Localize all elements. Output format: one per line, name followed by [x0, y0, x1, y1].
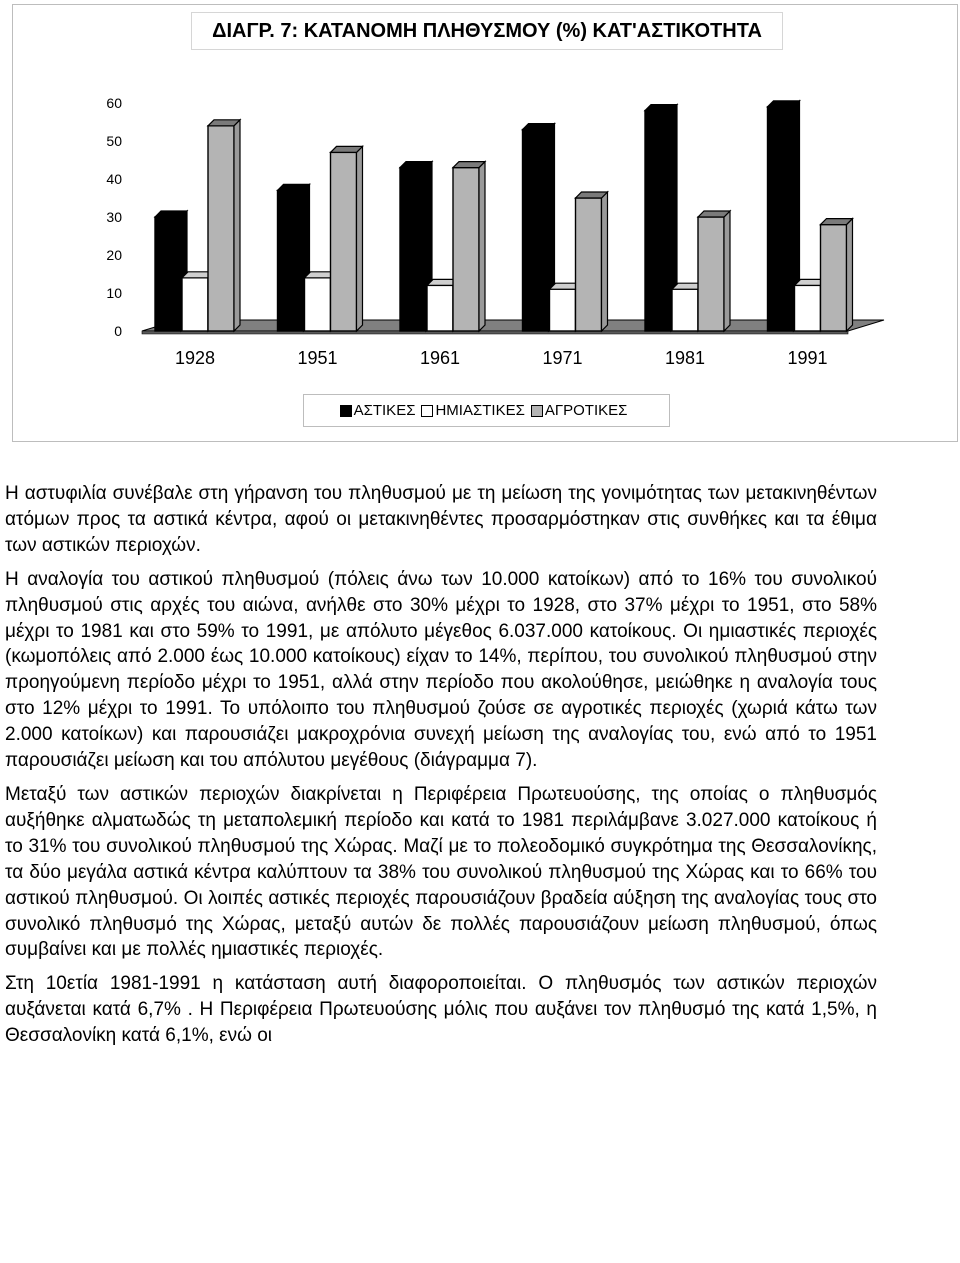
- bar-top: [331, 146, 363, 152]
- bar-top: [208, 120, 240, 126]
- bar-front: [305, 278, 331, 331]
- bar-front: [645, 111, 671, 331]
- bar-side: [357, 146, 363, 331]
- bar-chart: [0, 0, 960, 440]
- y-tick-label: 0: [114, 323, 122, 339]
- chart-legend: [303, 394, 670, 427]
- bar-top: [698, 211, 730, 217]
- bar-front: [208, 126, 234, 331]
- bar-top: [821, 219, 853, 225]
- chart-floor-edge: [142, 331, 848, 334]
- bar-top: [768, 101, 800, 107]
- bar-front: [427, 285, 453, 331]
- bar-front: [795, 285, 821, 331]
- bar-top: [576, 192, 608, 198]
- legend-label-rural: ΑΓΡΟΤΙΚΕΣ: [544, 402, 628, 419]
- x-tick-label: 1951: [297, 348, 338, 368]
- bar-top: [523, 124, 555, 130]
- bar-side: [724, 211, 730, 331]
- bar-top: [278, 184, 310, 190]
- bar-side: [847, 219, 853, 331]
- bar-front: [576, 198, 602, 331]
- x-tick-label: 1981: [664, 348, 706, 368]
- bar-front: [155, 217, 181, 331]
- y-tick-label: 10: [106, 285, 122, 301]
- y-tick-label: 40: [106, 171, 122, 187]
- chart-title: ΔΙΑΓΡ. 7: ΚΑΤΑΝΟΜΗ ΠΛΗΘΥΣΜΟΥ (%) ΚΑΤ'ΑΣΤΙΚΟΤΗΤΑ: [191, 12, 783, 50]
- legend-item-urban: [340, 402, 422, 419]
- x-tick-label: 1961: [419, 348, 461, 368]
- x-tick-label: 1991: [787, 348, 828, 368]
- bar-front: [523, 130, 549, 331]
- paragraph-urbanization: Η αστυφιλία συνέβαλε στη γήρανση του πληθυσμού με τη μείωση της γονιμότητας των μετακινηθέντων ατόμων προς τα αστικά κέντρα, αφού οι μετακινηθέντες προσαρμόστηκαν στις συνθήκες και τα έθιμα των αστικών περιοχών.: [5, 483, 877, 556]
- legend-item-semiurban: [421, 402, 530, 419]
- body-text: [5, 481, 877, 1049]
- bar-side: [234, 120, 240, 331]
- paragraph-urban-share: Η αναλογία του αστικού πληθυσμού (πόλεις άνω των 10.000 κατοίκων) από το 16% του συνολικού πληθυσμού στις αρχές του αιώνα, ανήλθε στο 30% μέχρι το 1928, στο 37% μέχρι το 1951, στο 58% μέχρι το 1981 και στο 59% το 1991, με απόλυτο μέγεθος 6.037.000 κατοίκους. Οι ημιαστικές περιοχές (κωμοπόλεις από 2.000 έως 10.000 κατοίκους) είχαν το 14%, περίπου, του συνολικού πληθυσμού στην προηγούμενη περίοδο μέχρι το 1951, αλλά στην περίοδο που ακολούθησε, μειώθηκε η αναλογία τους στο 12% μέχρι το 1991. Το υπόλοιπο του πληθυσμού ζούσε σε αγροτικές περιοχές (χωριά κάτω των 2.000 κατοίκων) και παρουσιάζει μακροχρόνια συνεχή μείωση της αναλογίας του, ενώ από το 1951 παρουσιάζει μείωση και του απόλυτου μεγέθους (διάγραμμα 7).: [5, 568, 877, 772]
- legend-label-semiurban: ΗΜΙΑΣΤΙΚΕΣ: [435, 402, 525, 419]
- bar-side: [479, 162, 485, 331]
- bar-front: [400, 168, 426, 331]
- bar-front: [821, 225, 847, 331]
- bar-front: [453, 168, 479, 331]
- bar-front: [768, 107, 794, 331]
- bar-top: [400, 162, 432, 168]
- legend-swatch-semiurban: [421, 405, 433, 417]
- y-tick-label: 50: [106, 133, 122, 149]
- legend-swatch-urban: [340, 405, 352, 417]
- bar-front: [550, 289, 576, 331]
- legend-swatch-rural: [531, 405, 543, 417]
- bar-top: [155, 211, 187, 217]
- legend-label-urban: ΑΣΤΙΚΕΣ: [353, 402, 416, 419]
- bar-top: [453, 162, 485, 168]
- bar-front: [278, 190, 304, 331]
- bar-front: [672, 289, 698, 331]
- bar-front: [182, 278, 208, 331]
- y-tick-label: 60: [106, 95, 122, 111]
- y-tick-label: 20: [106, 247, 122, 263]
- x-tick-label: 1971: [542, 348, 583, 368]
- bar-front: [698, 217, 724, 331]
- bar-top: [645, 105, 677, 111]
- paragraph-capital-region: Μεταξύ των αστικών περιοχών διακρίνεται η Περιφέρεια Πρωτευούσης, της οποίας ο πληθυσμός αυξήθηκε αλματωδώς τη μεταπολεμική περίοδο και κατά το 1981 περιλάμβανε 3.027.000 κατοίκους ή το 31% του συνολικού πληθυσμού της Χώρας. Μαζί με το πολεοδομικό συγκρότημα της Θεσσαλονίκης, τα δύο μεγάλα αστικά κέντρα καλύπτουν τα 38% του συνολικού πληθυσμού της Χώρας και το 66% του αστικού πληθυσμού. Οι λοιπές αστικές περιοχές παρουσιάζουν βραδεία αύξηση της αναλογίας τους στο συνολικό πληθυσμό της Χώρας, μεταξύ αυτών δε πολλές παρουσιάζουν μείωση πληθυσμού, όπως συμβαίνει και με πολλές ημιαστικές περιοχές.: [5, 783, 877, 961]
- legend-item-rural: [531, 402, 634, 419]
- paragraph-decade-1981-1991: Στη 10ετία 1981-1991 η κατάσταση αυτή διαφοροποιείται. Ο πληθυσμός των αστικών περιοχών αυξάνεται κατά 6,7% . Η Περιφέρεια Πρωτευούσης μόλις που αυξάνει τον πληθυσμό της κατά 1,5%, η Θεσσαλονίκη κατά 6,1%, ενώ οι: [5, 973, 877, 1047]
- bar-side: [602, 192, 608, 331]
- bar-front: [331, 152, 357, 331]
- x-tick-label: 1928: [174, 348, 216, 368]
- y-tick-label: 30: [106, 209, 122, 225]
